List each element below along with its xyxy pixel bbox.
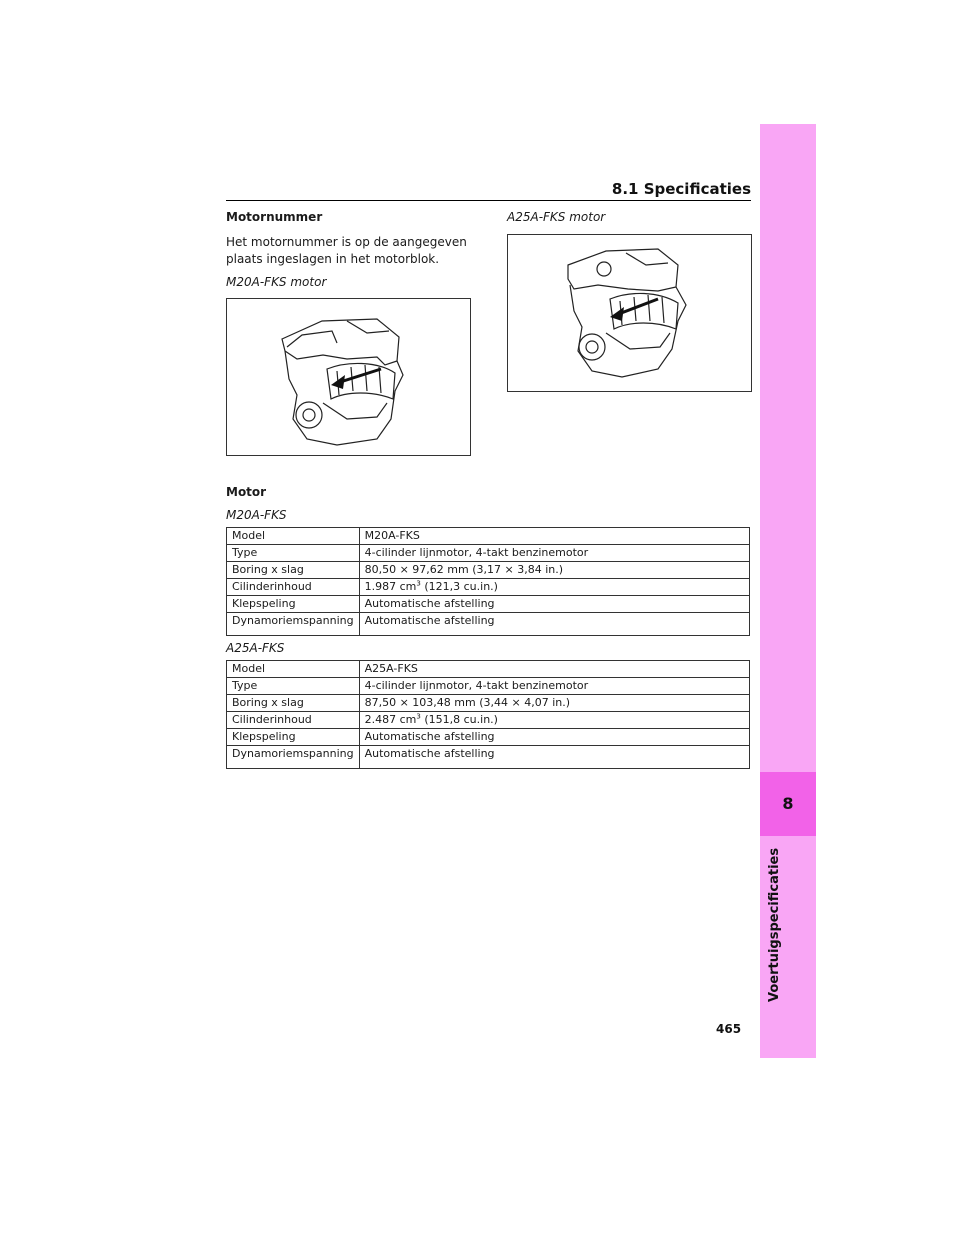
table-row (227, 545, 750, 562)
spec-key: Klepspeling (227, 596, 360, 613)
table-row (227, 661, 750, 678)
spec-value: Automatische afstelling (359, 613, 749, 636)
section-title: 8.1 Specificaties (611, 180, 751, 198)
spec-key: Cilinderinhoud (227, 579, 360, 596)
spec-value: Automatische afstelling (359, 746, 749, 769)
spec-value: Automatische afstelling (359, 729, 749, 746)
table-row (227, 678, 750, 695)
chapter-label: Voertuigspecificaties (767, 847, 782, 1002)
a25a-table-caption: A25A-FKS (226, 641, 285, 655)
table-row (227, 746, 750, 769)
displacement-imperial: (121,3 cu.in.) (420, 580, 498, 593)
engine-number-text-line2: plaats ingeslagen in het motorblok. (226, 252, 440, 266)
table-row (227, 579, 750, 596)
chapter-tab (760, 124, 816, 1058)
spec-value: Automatische afstelling (359, 596, 749, 613)
spec-key: Model (227, 661, 360, 678)
table-row (227, 613, 750, 636)
spec-key: Type (227, 678, 360, 695)
m20a-spec-table (226, 527, 750, 636)
spec-key: Dynamoriemspanning (227, 746, 360, 769)
a25a-figure-caption: A25A-FKS motor (507, 210, 606, 224)
spec-key: Model (227, 528, 360, 545)
spec-key: Boring x slag (227, 695, 360, 712)
table-row (227, 729, 750, 746)
m20a-table-caption: M20A-FKS (226, 508, 287, 522)
table-row (227, 712, 750, 729)
table-row (227, 695, 750, 712)
engine-number-heading: Motornummer (226, 210, 323, 224)
chapter-number-box (760, 772, 816, 836)
spec-value: 80,50 × 97,62 mm (3,17 × 3,84 in.) (359, 562, 749, 579)
motor-heading: Motor (226, 485, 267, 499)
table-row (227, 562, 750, 579)
a25a-spec-table (226, 660, 750, 769)
spec-value: 4-cilinder lijnmotor, 4-takt benzinemotor (359, 678, 749, 695)
table-row (227, 596, 750, 613)
page-number: 465 (716, 1022, 742, 1036)
header-rule (226, 200, 751, 201)
spec-key: Dynamoriemspanning (227, 613, 360, 636)
spec-key: Type (227, 545, 360, 562)
spec-key: Klepspeling (227, 729, 360, 746)
spec-key: Boring x slag (227, 562, 360, 579)
spec-value: 4-cilinder lijnmotor, 4-takt benzinemotor (359, 545, 749, 562)
spec-value: 87,50 × 103,48 mm (3,44 × 4,07 in.) (359, 695, 749, 712)
spec-value (359, 712, 749, 729)
spec-value (359, 579, 749, 596)
cubic-superscript: 3 (416, 579, 421, 588)
a25a-engine-illustration (507, 234, 752, 392)
m20a-engine-illustration (226, 298, 471, 456)
displacement-imperial: (151,8 cu.in.) (420, 713, 498, 726)
cubic-superscript: 3 (416, 712, 421, 721)
m20a-figure-caption: M20A-FKS motor (226, 275, 327, 289)
displacement-value: 1.987 cm (364, 580, 417, 593)
spec-value: M20A-FKS (359, 528, 749, 545)
table-row (227, 528, 750, 545)
spec-value: A25A-FKS (359, 661, 749, 678)
chapter-number: 8 (782, 794, 794, 813)
spec-key: Cilinderinhoud (227, 712, 360, 729)
displacement-value: 2.487 cm (364, 713, 417, 726)
engine-number-text-line1: Het motornummer is op de aangegeven (226, 235, 467, 249)
